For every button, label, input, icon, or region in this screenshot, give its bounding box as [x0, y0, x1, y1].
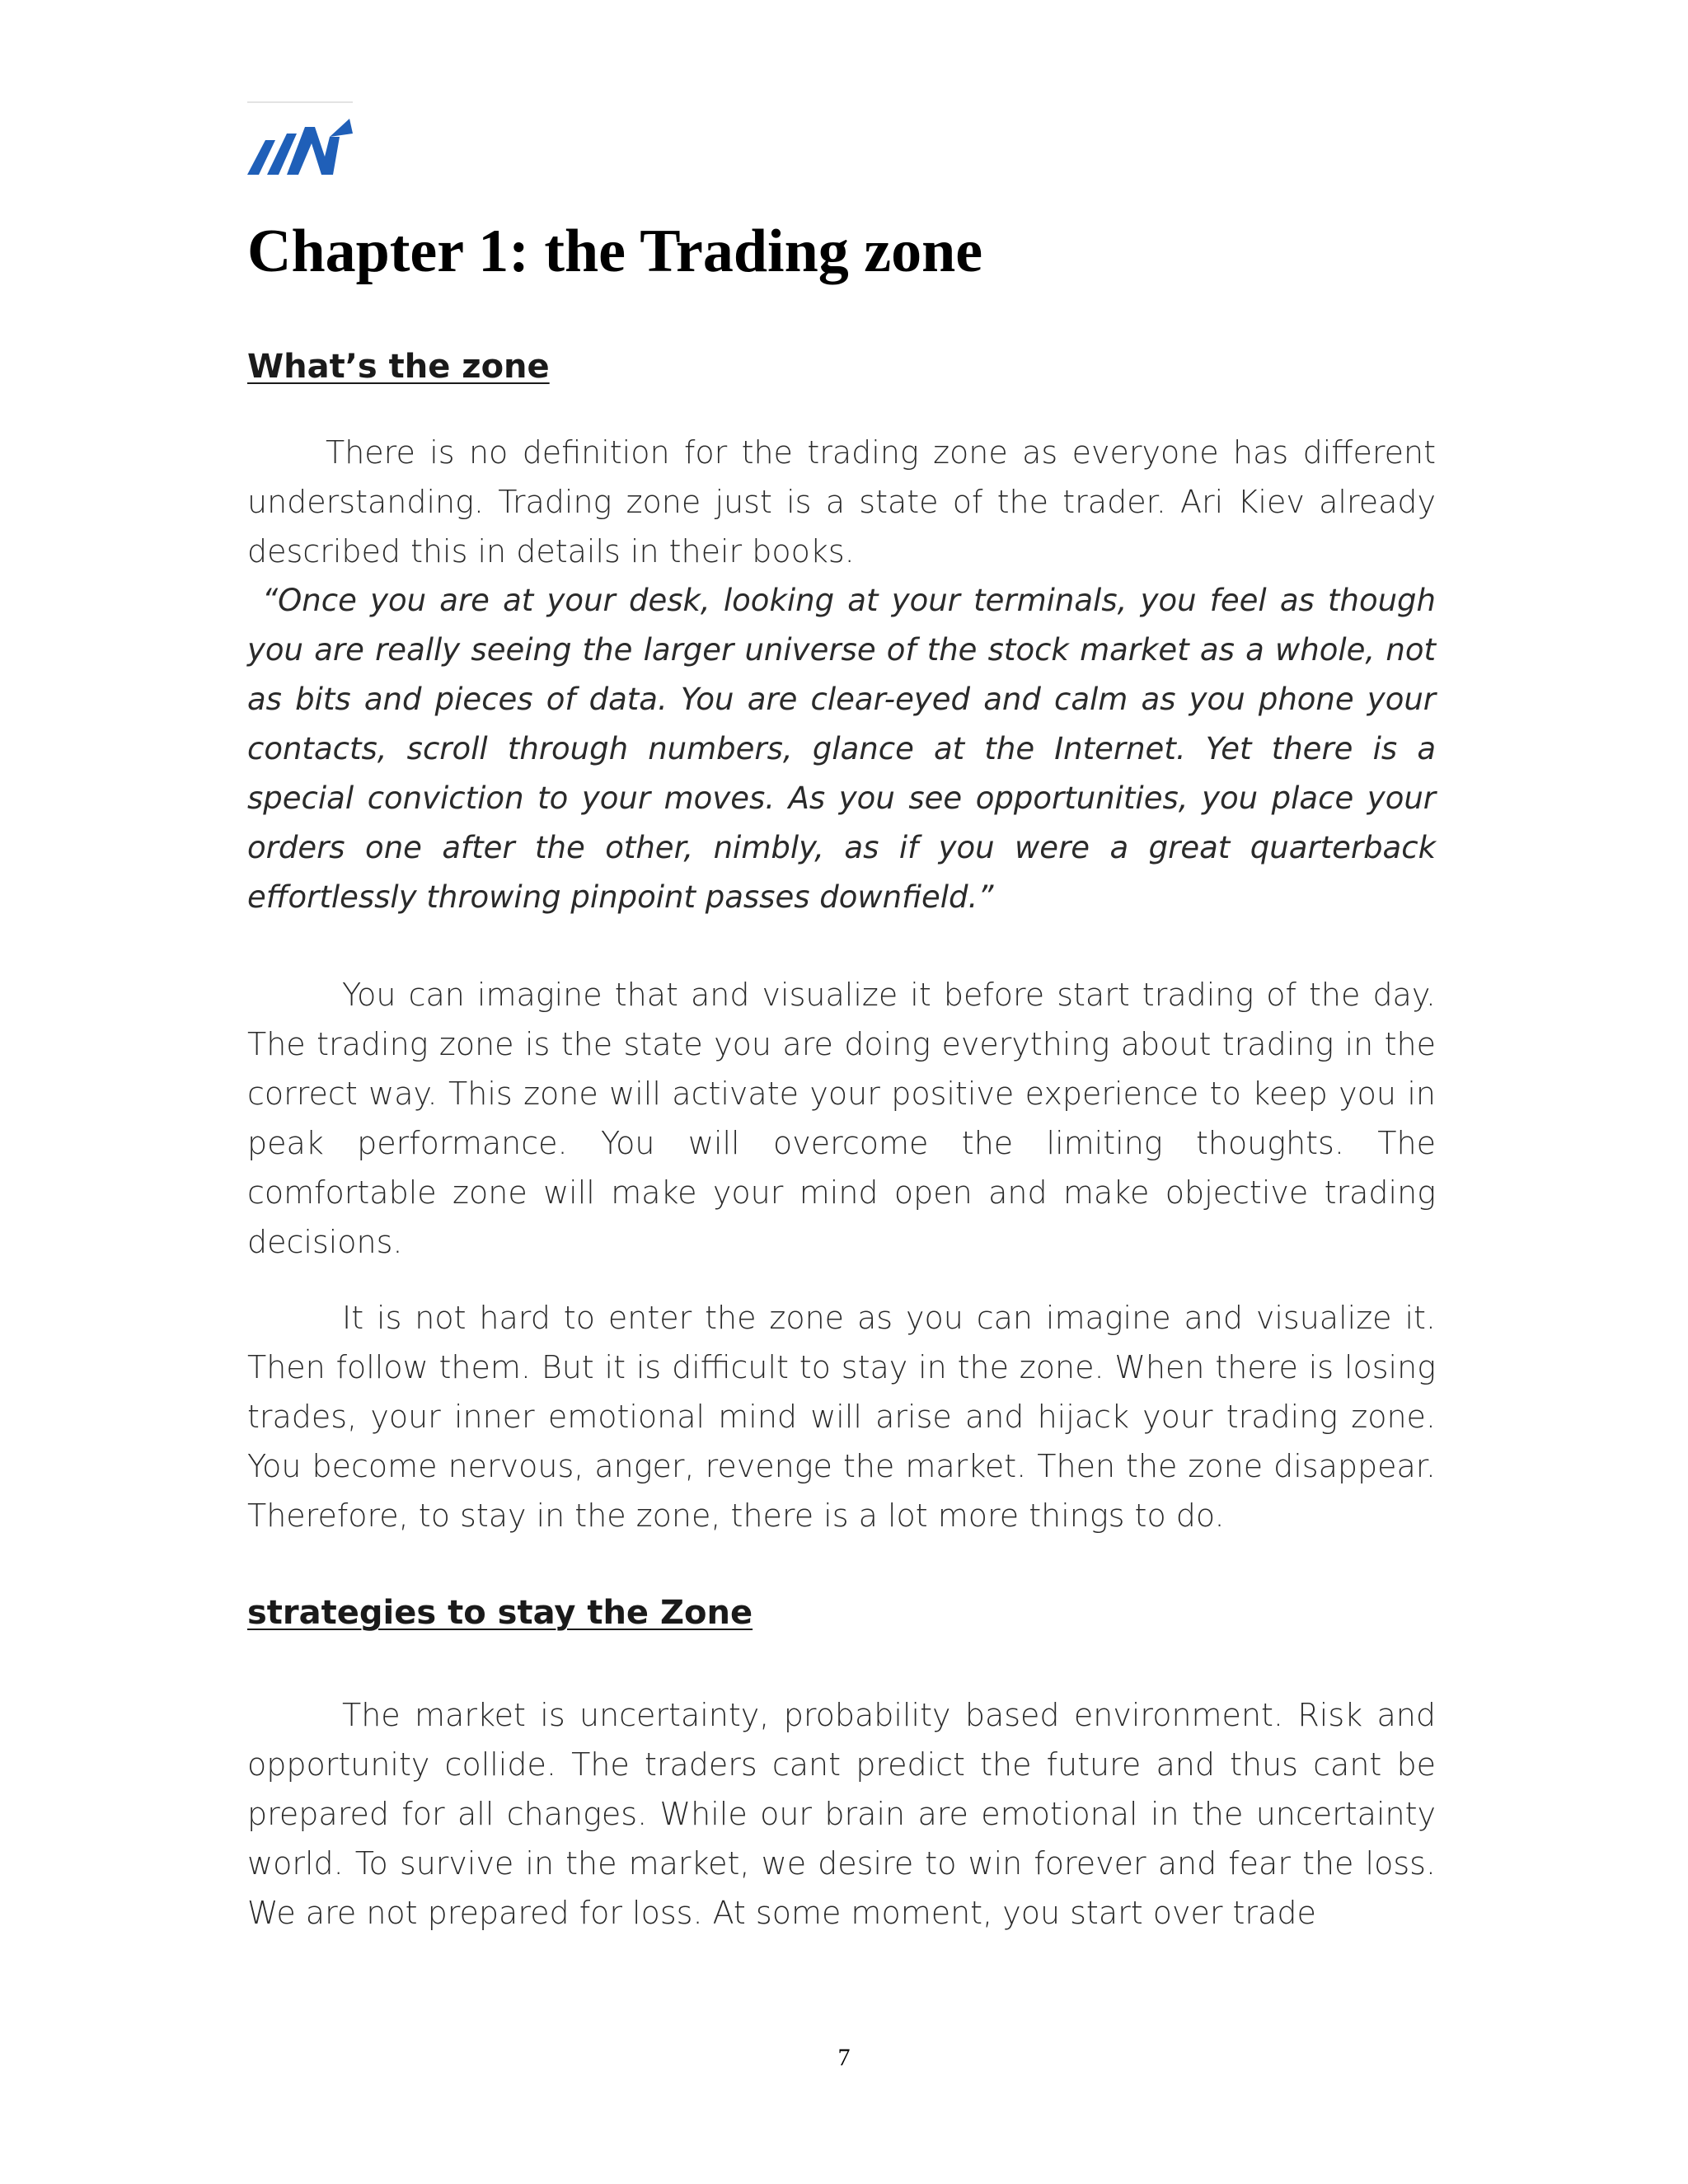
page-content — [247, 210, 1436, 1938]
header-rule — [247, 101, 353, 103]
section-heading-whats-the-zone: What’s the zone — [247, 348, 550, 386]
paragraph-enter-zone: It is not hard to enter the zone as you can imagine and visualize it. Then follow them. But it is difficult to stay in the zone. When there is losing trades, your inner emotional mind will arise and hijack your trading zone. You become nervous, anger, revenge the market. Then the zone disappear. Therefore, to stay in the zone, there is a lot more things to do. — [247, 1300, 1436, 1534]
paragraph-definition: There is no definition for the trading zone as everyone has different understanding. Trading zone just is a state of the trader. Ari Kiev already described this in details in their books. — [247, 434, 1436, 569]
paragraph-market-uncertainty: The market is uncertainty, probability based environment. Risk and opportunity collide. The traders cant predict the future and thus cant be prepared for all changes. While our brain are emotional in the uncertainty world. To survive in the market, we desire to win forever and fear the loss. We are not prepared for loss. At some moment, you start over trade — [247, 1697, 1436, 1931]
stock-chart-logo-icon — [247, 115, 354, 181]
section-heading-strategies: strategies to stay the Zone — [247, 1594, 753, 1632]
paragraph-visualize: You can imagine that and visualize it before start trading of the day. The trading zone is the state you are doing everything about trading in the correct way. This zone will activate your positive experience to keep you in peak performance. You will overcome the limiting thoughts. The comfortable zone will make your mind open and make objective trading decisions. — [247, 977, 1436, 1260]
chapter-title: Chapter 1: the Trading zone — [247, 218, 983, 285]
page-number: 7 — [837, 2044, 851, 2071]
quote-ari-kiev: “Once you are at your desk, looking at your terminals, you feel as though you are really seeing the larger universe of the stock market as a whole, not as bits and pieces of data. You are clear-eyed and calm as you phone your contacts, scroll through numbers, glance at the Internet. Yet there is a special conviction to your moves. As you see opportunities, you place your orders one after the other, nimbly, as if you were a great quarterback effortlessly throwing pinpoint passes downfield.” — [247, 583, 1436, 915]
